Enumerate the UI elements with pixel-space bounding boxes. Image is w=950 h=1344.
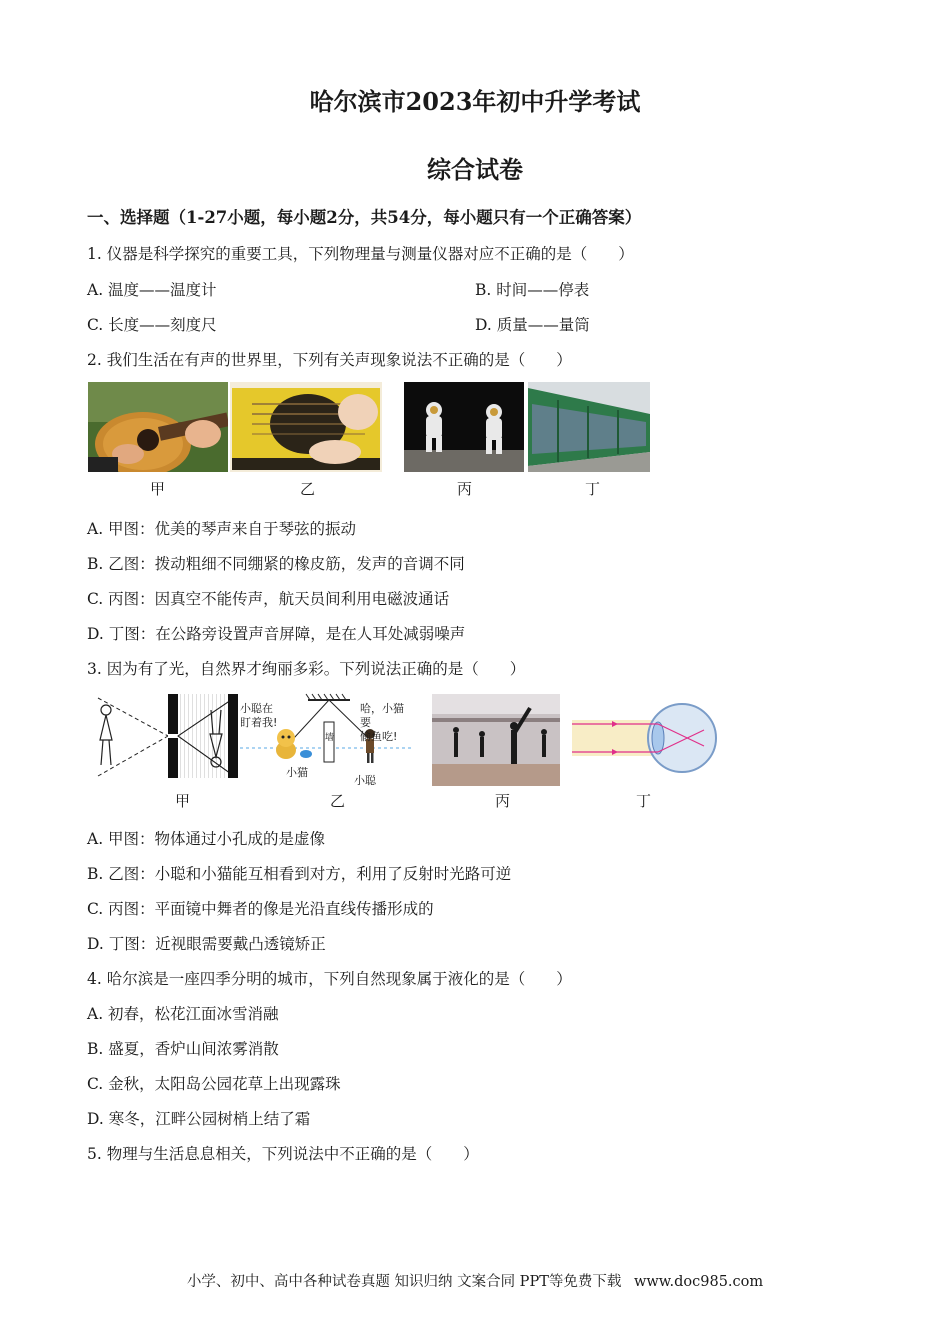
- cat-bubble-line-1: 小聪在: [240, 702, 273, 715]
- myopia-eye-diagram: [572, 694, 718, 782]
- footer-text: 小学、初中、高中各种试卷真题 知识归纳 文案合同 PPT等免费下载: [186, 1274, 622, 1290]
- q4-option-a: A. 初春，松花江面冰雪消融: [87, 1005, 279, 1023]
- q2-stem: 2. 我们生活在有声的世界里，下列有关声现象说法不正确的是（ ）: [87, 351, 572, 369]
- q4-option-d: D. 寒冬，江畔公园树梢上结了霜: [87, 1110, 311, 1128]
- q3-caption-ding: 丁: [636, 792, 652, 810]
- q2-option-c: C. 丙图：因真空不能传声，航天员间利用电磁波通话: [87, 590, 450, 608]
- q3-option-c: C. 丙图：平面镜中舞者的像是光沿直线传播形成的: [87, 900, 434, 918]
- noise-barrier-photo: [528, 382, 650, 472]
- section-heading: 一、选择题（1-27小题，每小题2分，共54分，每小题只有一个正确答案）: [87, 208, 642, 227]
- guitar-photo: [88, 382, 228, 472]
- cat-mirror-diagram: [240, 690, 412, 790]
- q3-caption-jia: 甲: [175, 792, 191, 810]
- q3-caption-yi: 乙: [330, 792, 346, 810]
- q3-option-a: A. 甲图：物体通过小孔成的是虚像: [87, 830, 326, 848]
- q2-option-b: B. 乙图：拨动粗细不同绷紧的橡皮筋，发声的音调不同: [87, 555, 465, 573]
- q3-option-b: B. 乙图：小聪和小猫能互相看到对方，利用了反射时光路可逆: [87, 865, 512, 883]
- dancers-mirror-photo: [432, 694, 560, 786]
- wall-label: 墙: [325, 733, 335, 743]
- rubber-band-box-photo: [230, 382, 382, 472]
- page-subtitle: 综合试卷: [427, 155, 523, 184]
- q3-caption-bing: 丙: [495, 792, 511, 810]
- q2-caption-bing: 丙: [457, 480, 473, 498]
- q2-option-d: D. 丁图：在公路旁设置声音屏障，是在人耳处减弱噪声: [87, 625, 466, 643]
- page-footer: [0, 1270, 950, 1291]
- q4-stem: 4. 哈尔滨是一座四季分明的城市，下列自然现象属于液化的是（ ）: [87, 970, 572, 988]
- footer-url[interactable]: www.doc985.com: [633, 1274, 764, 1290]
- q2-caption-jia: 甲: [150, 480, 166, 498]
- q5-stem: 5. 物理与生活息息相关，下列说法中不正确的是（ ）: [87, 1145, 479, 1163]
- q3-option-d: D. 丁图：近视眼需要戴凸透镜矫正: [87, 935, 326, 953]
- astronauts-photo: [404, 382, 524, 472]
- q2-caption-ding: 丁: [585, 480, 601, 498]
- q1-option-d: D. 质量——量筒: [475, 316, 590, 334]
- boy-bubble-line-2: 偷鱼吃!: [360, 730, 398, 743]
- q4-option-b: B. 盛夏，香炉山间浓雾消散: [87, 1040, 279, 1058]
- q1-option-c: C. 长度——刻度尺: [87, 316, 217, 334]
- q4-option-c: C. 金秋，太阳岛公园花草上出现露珠: [87, 1075, 341, 1093]
- q2-caption-yi: 乙: [300, 480, 316, 498]
- pinhole-camera-diagram: [88, 690, 240, 782]
- q1-stem: 1. 仪器是科学探究的重要工具，下列物理量与测量仪器对应不正确的是（ ）: [87, 245, 634, 263]
- cat-bubble-line-2: 盯着我!: [240, 716, 278, 729]
- boy-bubble-line-1: 哈，小猫要: [360, 702, 404, 729]
- q1-option-a: A. 温度——温度计: [87, 281, 217, 299]
- q1-option-b: B. 时间——停表: [475, 281, 590, 299]
- cat-label: 小猫: [286, 766, 308, 779]
- q2-option-a: A. 甲图：优美的琴声来自于琴弦的振动: [87, 520, 357, 538]
- page-title: 哈尔滨市2023年初中升学考试: [309, 87, 641, 116]
- boy-label: 小聪: [354, 774, 376, 787]
- q3-stem: 3. 因为有了光，自然界才绚丽多彩。下列说法正确的是（ ）: [87, 660, 526, 678]
